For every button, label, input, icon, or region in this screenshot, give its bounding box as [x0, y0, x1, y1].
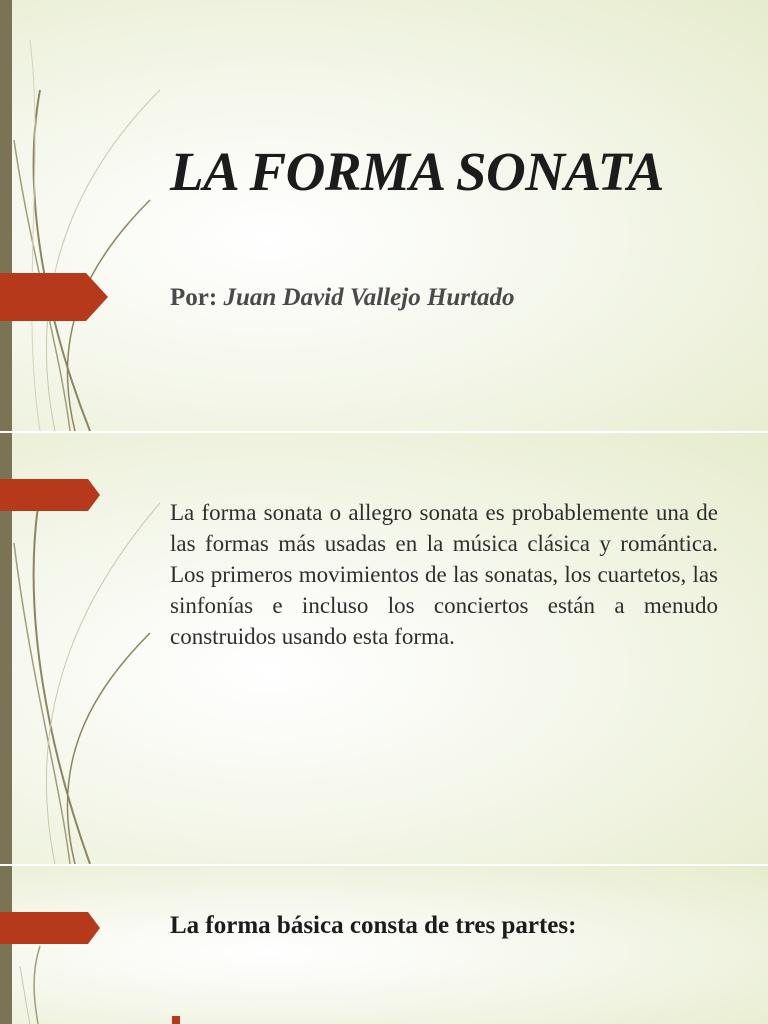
slide-title [0, 0, 768, 431]
accent-tab [0, 912, 108, 944]
decorative-swirl [0, 0, 200, 431]
list-bullet-icon [172, 1016, 180, 1024]
intro-paragraph: La forma sonata o allegro sonata es probablemente una de las formas más usadas en la música clásica y romántica. Los primeros movimientos de las sonatas, los cuartetos, las sinfonías e incluso los conciertos están a menudo construidos usando esta forma. [170, 500, 718, 649]
decorative-swirl [0, 866, 200, 1024]
accent-tab [0, 273, 108, 321]
author-prefix: Por: [170, 284, 218, 311]
author-line [170, 284, 514, 312]
parts-heading: La forma básica consta de tres partes: [170, 912, 577, 939]
author-name: Juan David Vallejo Hurtado [223, 284, 515, 311]
accent-tab [0, 479, 108, 511]
page-title: LA FORMA SONATA [170, 141, 664, 202]
slide-description [0, 433, 768, 864]
slide-parts [0, 866, 768, 1024]
